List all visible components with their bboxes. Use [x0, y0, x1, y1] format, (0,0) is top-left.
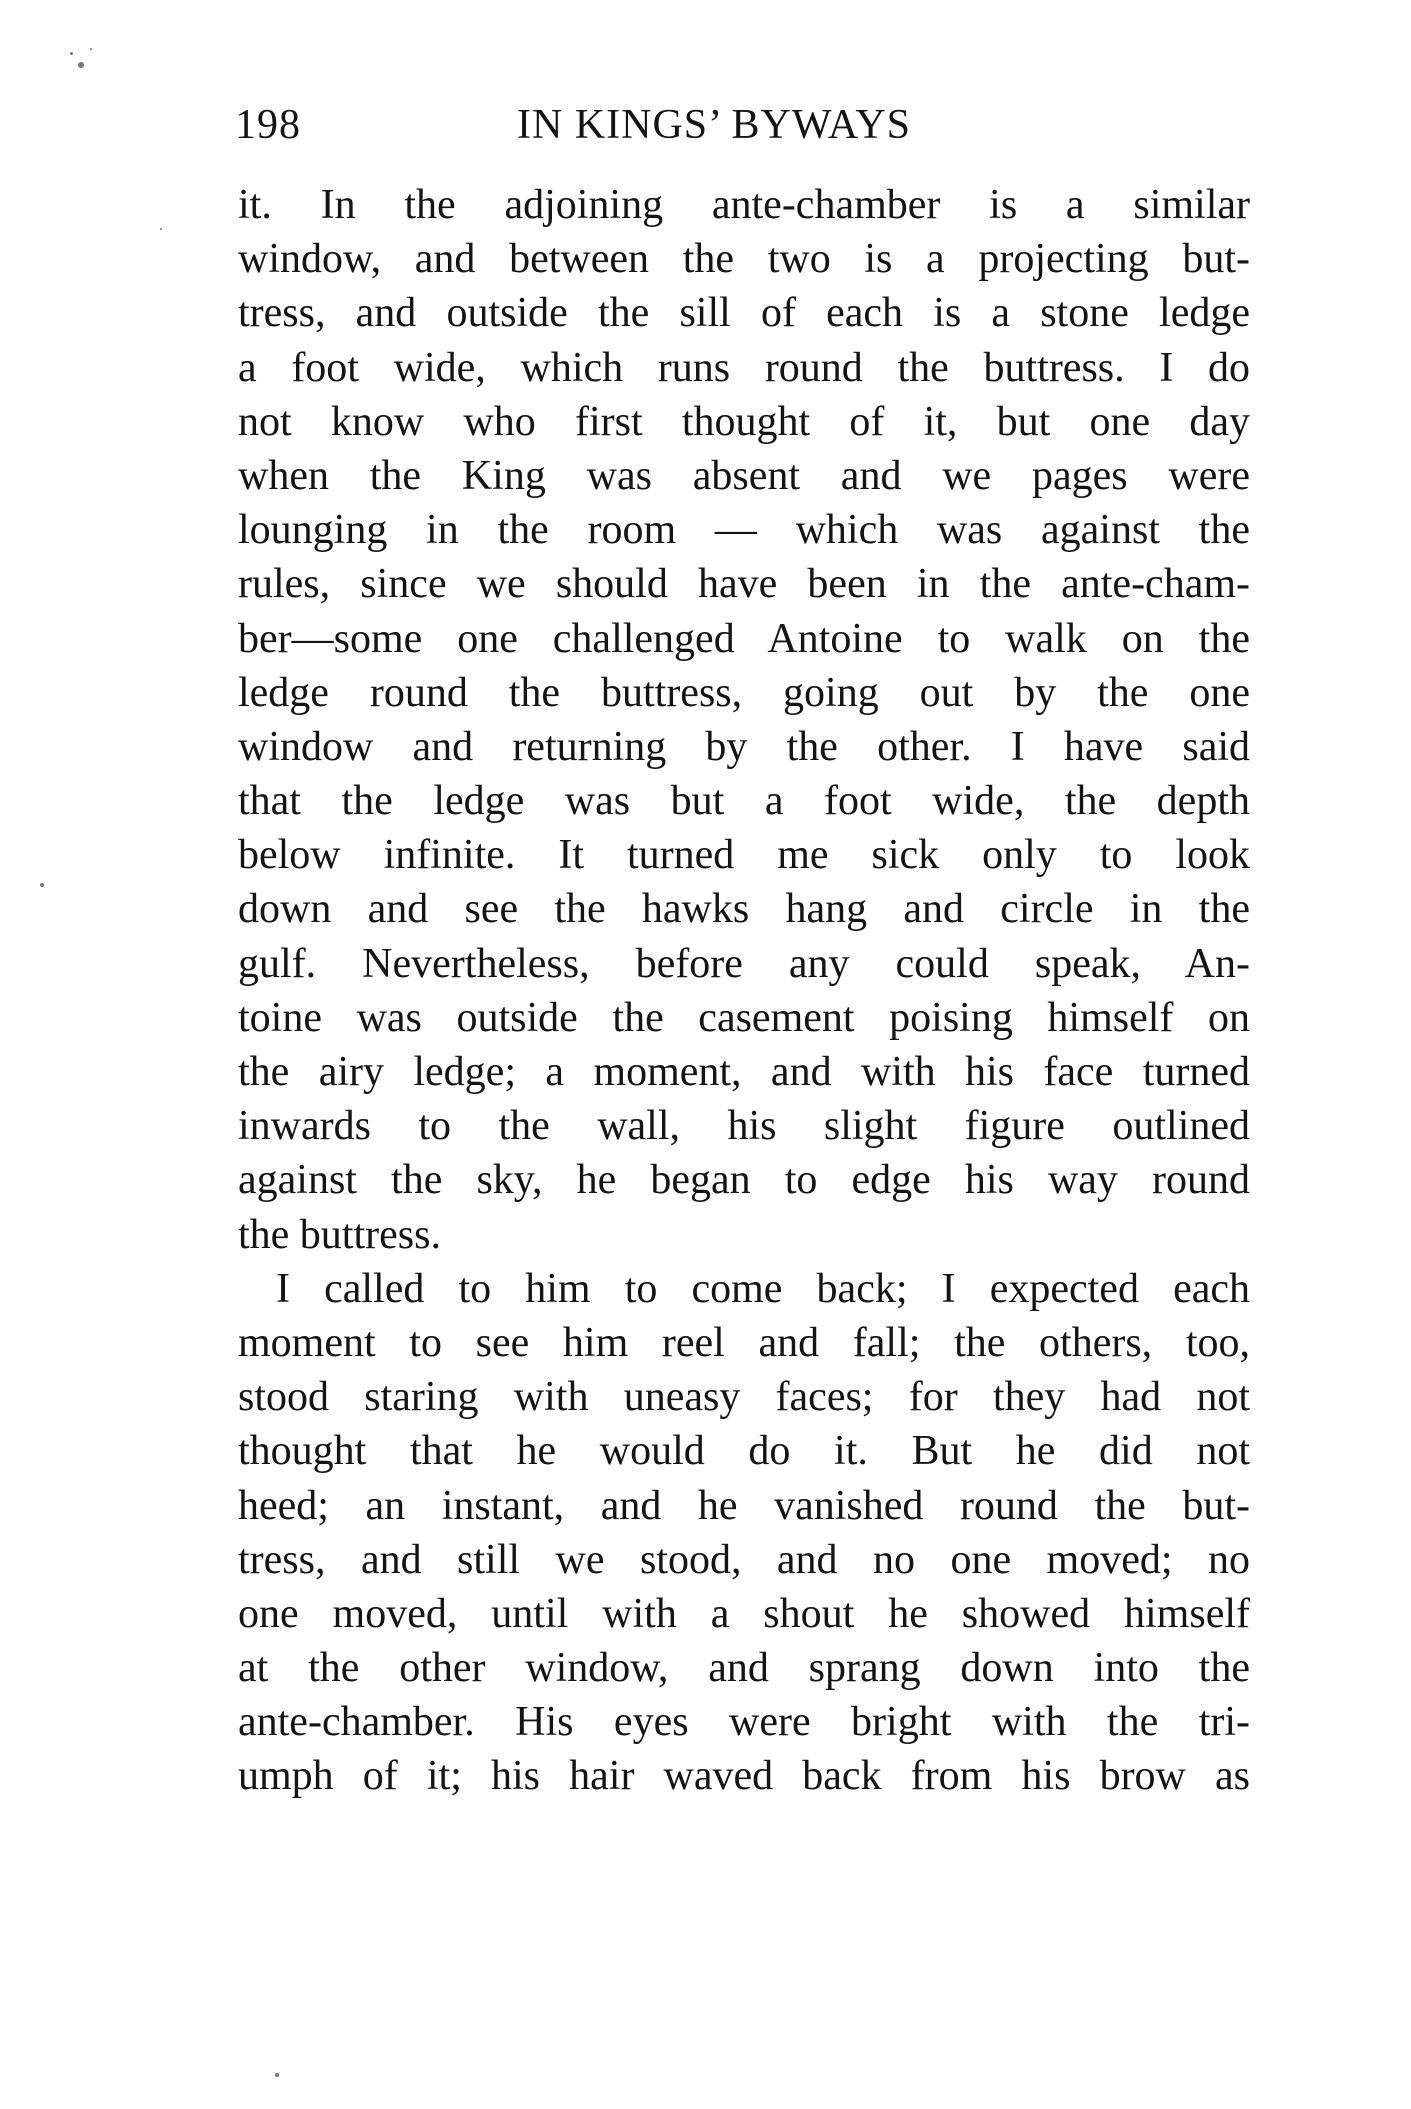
text-line: inwards to the wall, his slight figure outlined	[238, 1103, 1250, 1150]
running-head: IN KINGS’ BYWAYS	[517, 102, 912, 148]
scan-speck	[78, 62, 84, 68]
text-line: lounging in the room — which was against the	[238, 507, 1250, 554]
text-line: it. In the adjoining ante-chamber is a similar	[238, 182, 1250, 228]
text-line: I called to him to come back; I expected each	[276, 1265, 1250, 1312]
text-line: umph of it; his hair waved back from his brow as	[238, 1753, 1250, 1800]
page-header	[235, 95, 1250, 155]
text-line: not know who first thought of it, but one day	[238, 398, 1250, 445]
text-line: tress, and outside the sill of each is a stone ledge	[238, 290, 1250, 337]
text-line: ante-chamber. His eyes were bright with the tri-	[238, 1699, 1250, 1746]
text-line: the buttress.	[238, 1211, 441, 1258]
text-line: a foot wide, which runs round the buttress. I do	[238, 344, 1250, 391]
scan-speck	[70, 52, 73, 55]
scan-speck	[90, 48, 92, 50]
scan-speck	[275, 2073, 279, 2077]
text-line: gulf. Nevertheless, before any could speak, An-	[238, 940, 1250, 987]
text-line: toine was outside the casement poising himself on	[238, 994, 1250, 1041]
text-line: moment to see him reel and fall; the others, too,	[238, 1319, 1250, 1366]
text-line: one moved, until with a shout he showed himself	[238, 1590, 1250, 1637]
text-line: ledge round the buttress, going out by the one	[238, 669, 1250, 716]
text-line: thought that he would do it. But he did not	[238, 1428, 1250, 1475]
scan-speck	[40, 883, 44, 887]
text-line: window and returning by the other. I have said	[238, 723, 1250, 770]
text-line: down and see the hawks hang and circle in the	[238, 886, 1250, 933]
body-text	[238, 178, 1250, 1804]
text-line: tress, and still we stood, and no one moved; no	[238, 1536, 1250, 1583]
page-number: 198	[235, 102, 301, 148]
text-line: when the King was absent and we pages were	[238, 452, 1250, 499]
text-line: rules, since we should have been in the ante-cham-	[238, 561, 1250, 608]
text-line: window, and between the two is a projecting but-	[238, 236, 1250, 283]
scan-speck	[160, 228, 162, 230]
text-line: below infinite. It turned me sick only to look	[238, 832, 1250, 879]
text-line: at the other window, and sprang down into the	[238, 1645, 1250, 1692]
text-line: heed; an instant, and he vanished round the but-	[238, 1482, 1250, 1529]
text-line: the airy ledge; a moment, and with his face turned	[238, 1049, 1250, 1095]
text-line: stood staring with uneasy faces; for they had not	[238, 1374, 1250, 1421]
text-line: against the sky, he began to edge his way round	[238, 1157, 1250, 1204]
text-line: that the ledge was but a foot wide, the depth	[238, 778, 1250, 825]
text-line: ber—some one challenged Antoine to walk on the	[238, 615, 1250, 662]
